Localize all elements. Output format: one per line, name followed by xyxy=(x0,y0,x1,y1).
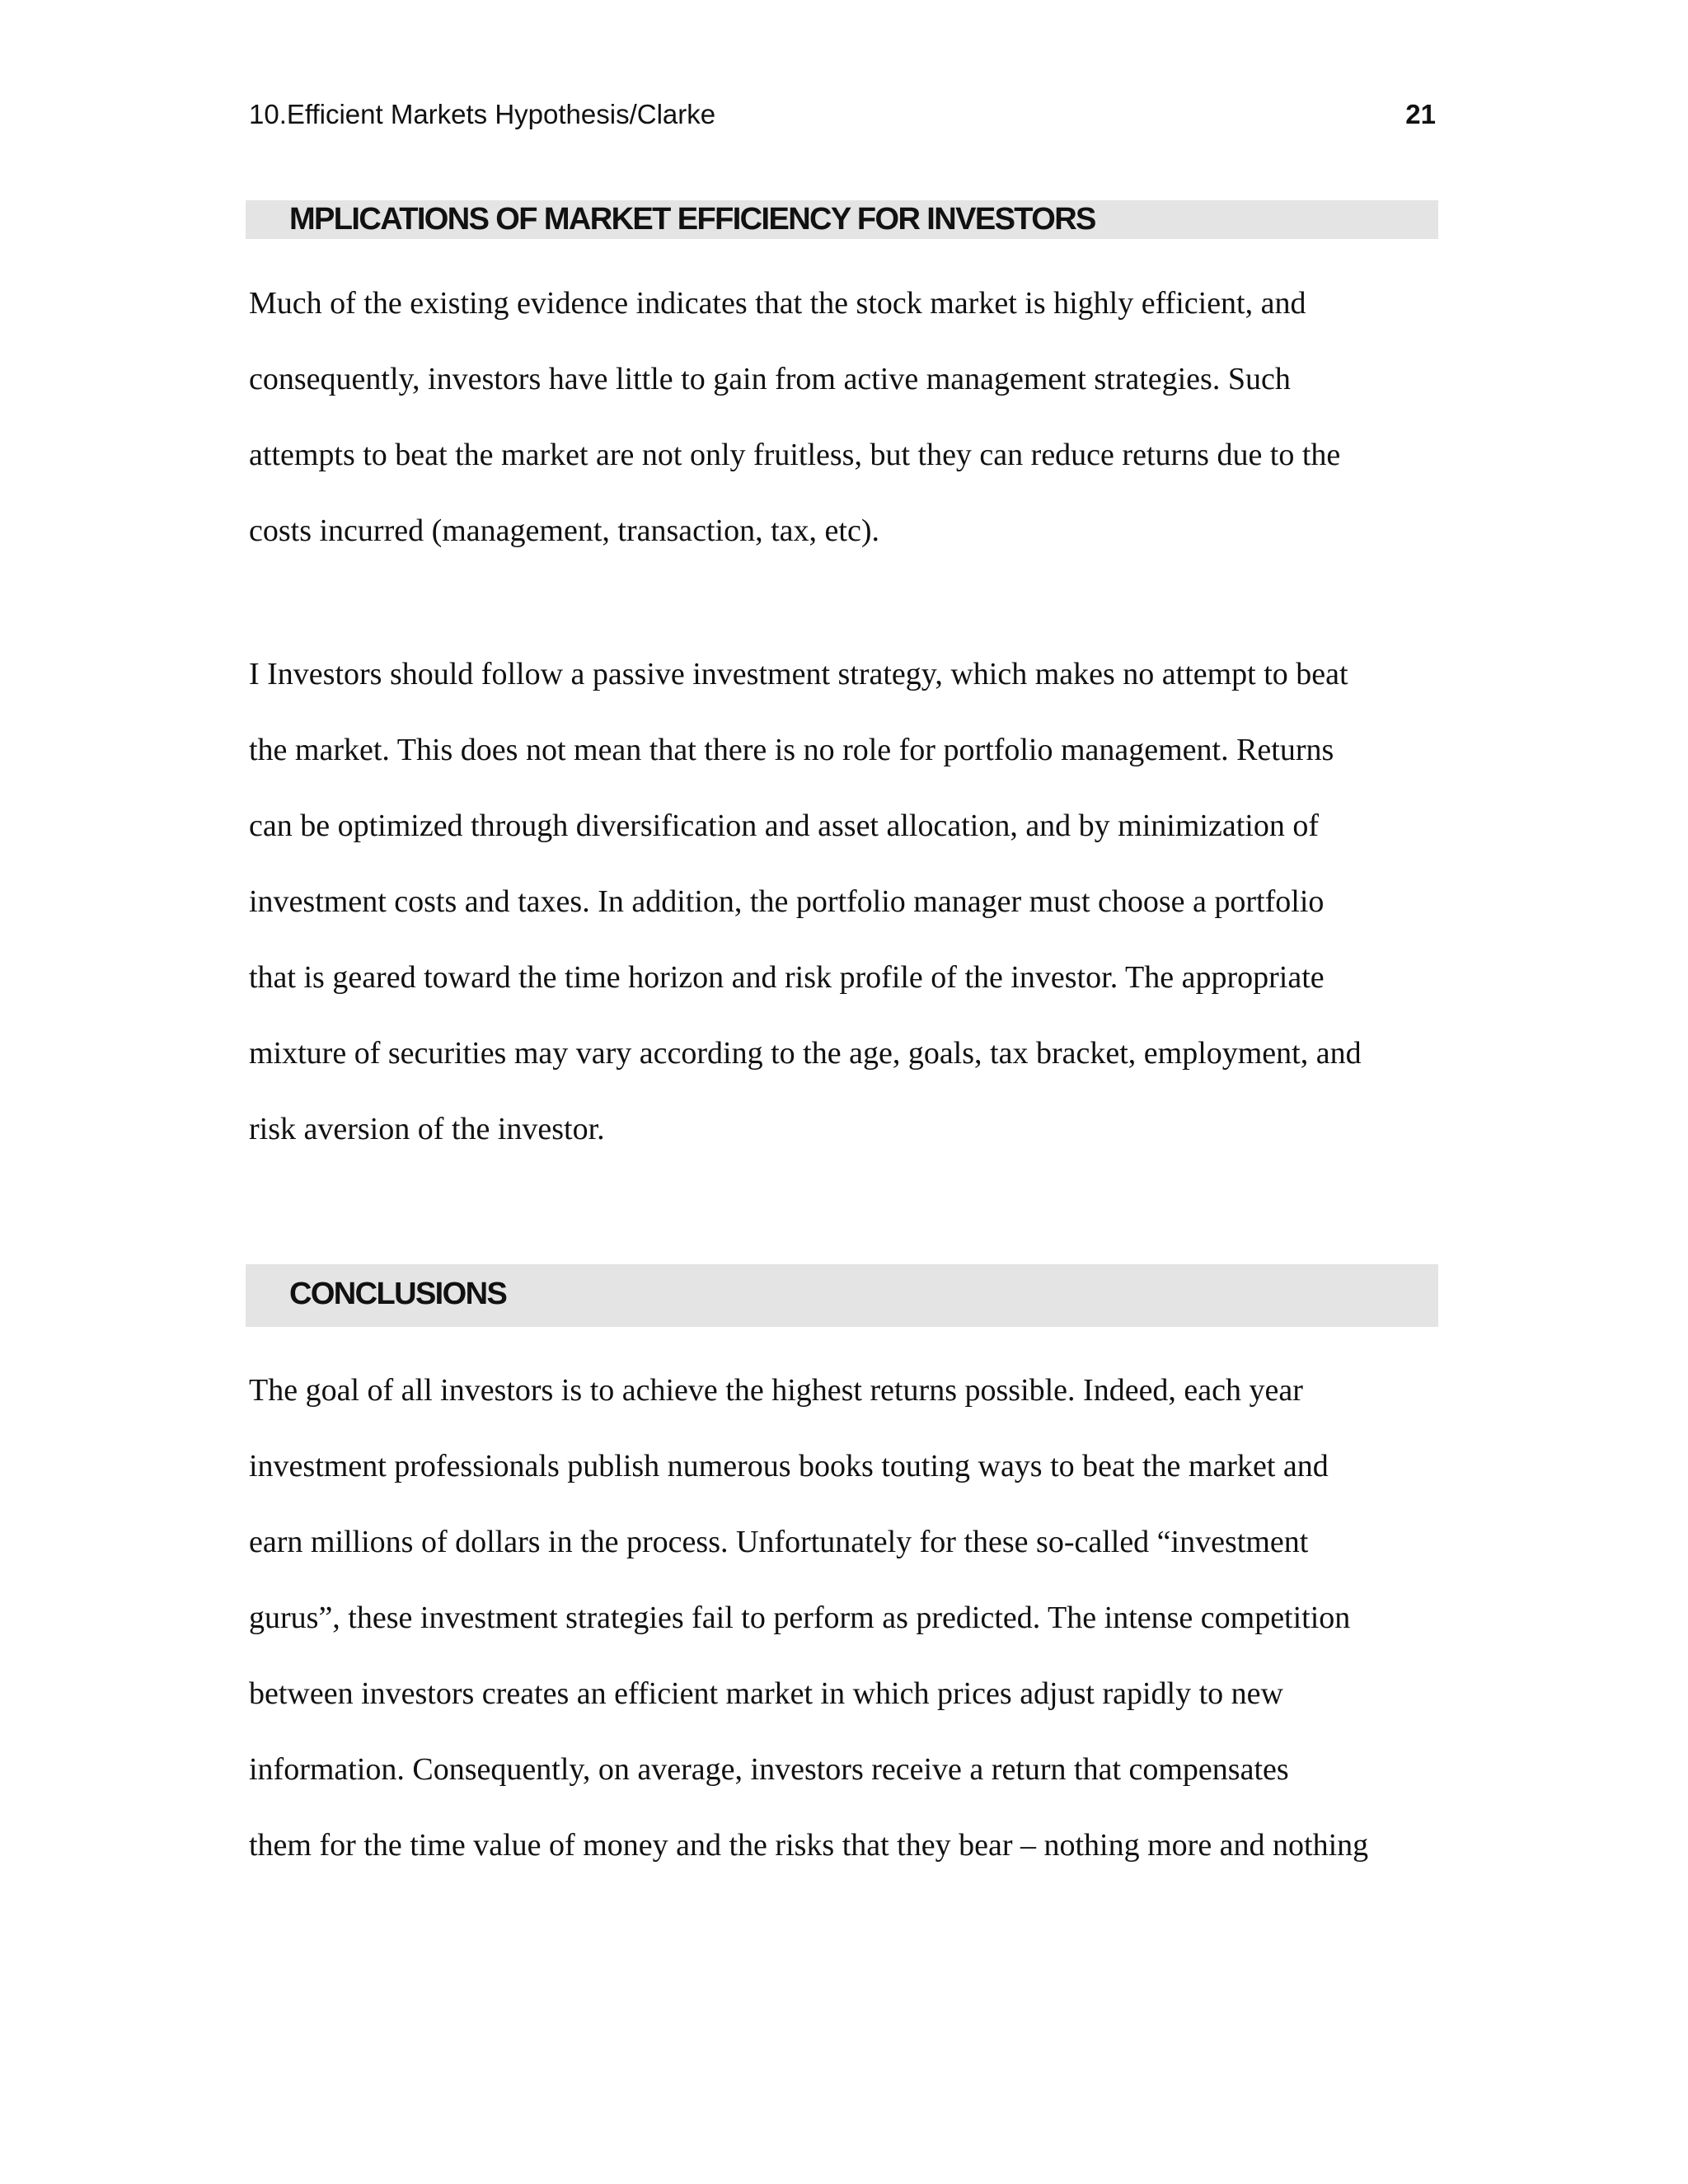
paragraph-implications-2 xyxy=(249,636,1386,1167)
text-line: can be optimized through diversification and asset allocation, and by minimization of xyxy=(249,808,1319,843)
section-heading-conclusions: CONCLUSIONS xyxy=(289,1277,507,1311)
paragraph-implications-1 xyxy=(249,265,1386,569)
text-line: Much of the existing evidence indicates that the stock market is highly efficient, and xyxy=(249,286,1306,321)
text-line: mixture of securities may vary according to the age, goals, tax bracket, employment, and xyxy=(249,1036,1362,1071)
text-line: them for the time value of money and the risks that they bear – nothing more and nothing xyxy=(249,1828,1369,1863)
page-number: 21 xyxy=(1405,99,1436,129)
text-line: investment professionals publish numerous books touting ways to beat the market and xyxy=(249,1449,1329,1483)
text-line: the market. This does not mean that there is no role for portfolio management. Returns xyxy=(249,733,1334,767)
section-heading-implications: MPLICATIONS OF MARKET EFFICIENCY FOR INVESTORS xyxy=(289,202,1095,237)
text-line: investment costs and taxes. In addition, the portfolio manager must choose a portfolio xyxy=(249,884,1325,919)
text-line: risk aversion of the investor. xyxy=(249,1112,605,1146)
text-line: consequently, investors have little to gain from active management strategies. Such xyxy=(249,362,1291,396)
section-heading-bar-implications xyxy=(246,200,1438,239)
text-line: I Investors should follow a passive investment strategy, which makes no attempt to beat xyxy=(249,657,1348,691)
paragraph-conclusions-1 xyxy=(249,1352,1386,1883)
text-line: attempts to beat the market are not only fruitless, but they can reduce returns due to the xyxy=(249,438,1341,472)
text-line: gurus”, these investment strategies fail to perform as predicted. The intense competition xyxy=(249,1601,1351,1635)
text-line: that is geared toward the time horizon and risk profile of the investor. The appropriate xyxy=(249,960,1325,995)
text-line: costs incurred (management, transaction, tax, etc). xyxy=(249,513,879,548)
running-header xyxy=(249,99,1436,130)
text-line: between investors creates an efficient market in which prices adjust rapidly to new xyxy=(249,1676,1283,1711)
text-line: The goal of all investors is to achieve the highest returns possible. Indeed, each year xyxy=(249,1373,1303,1408)
text-line: earn millions of dollars in the process. Unfortunately for these so-called “investment xyxy=(249,1525,1309,1559)
section-heading-bar-conclusions xyxy=(246,1264,1438,1327)
text-line: information. Consequently, on average, investors receive a return that compensates xyxy=(249,1752,1289,1787)
running-title: 10.Efficient Markets Hypothesis/Clarke xyxy=(249,99,716,129)
